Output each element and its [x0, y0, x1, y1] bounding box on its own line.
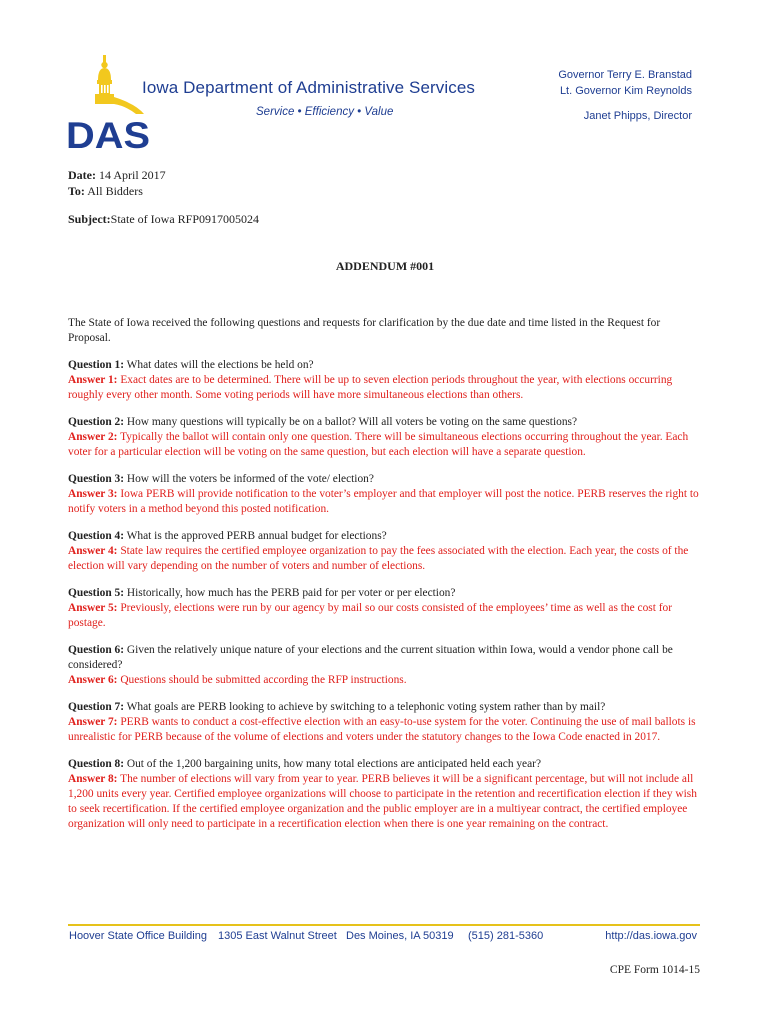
question-1	[68, 358, 702, 373]
question-4	[68, 529, 702, 544]
footer-phone: (515) 281-5360	[468, 930, 544, 942]
question-8	[68, 757, 702, 772]
question-label: Question 3:	[68, 473, 125, 485]
answer-label: Answer 6:	[68, 674, 118, 686]
footer-website-link[interactable]: http://das.iowa.gov	[605, 930, 697, 942]
qa-item-5	[68, 586, 702, 631]
to-label: To:	[68, 184, 85, 198]
organization-name: Iowa Department of Administrative Services	[142, 78, 476, 97]
footer-street: 1305 East Walnut Street	[218, 930, 337, 942]
answer-label: Answer 3:	[68, 488, 118, 500]
question-text: How will the voters be informed of the vote/ election?	[126, 473, 374, 485]
answer-label: Answer 7:	[68, 716, 118, 728]
document-body	[68, 316, 702, 844]
question-label: Question 5:	[68, 587, 125, 599]
qa-item-8	[68, 757, 702, 832]
governor-name: Governor Terry E. Branstad	[558, 69, 692, 81]
answer-text: Iowa PERB will provide notification to the voter’s employer and that employer will post the notice. PERB reserves the right to notify voters in a method beyond this posted notification.	[68, 488, 699, 515]
footer-rule	[68, 924, 700, 926]
footer-city: Des Moines, IA 50319	[346, 930, 454, 942]
question-7	[68, 700, 702, 715]
date-line	[68, 167, 166, 183]
qa-item-1	[68, 358, 702, 403]
qa-item-2	[68, 415, 702, 460]
answer-text: PERB wants to conduct a cost-effective election with an easy-to-use system for the voter. Continuing the use of mail ballots is unrealistic for PERB because of the volume of elections and voters under the statutory changes to the Iowa Code enacted in 2017.	[68, 716, 696, 743]
question-text: Out of the 1,200 bargaining units, how many total elections are anticipated held each year?	[126, 758, 542, 770]
question-label: Question 1:	[68, 359, 125, 371]
question-label: Question 2:	[68, 416, 125, 428]
question-6	[68, 643, 702, 673]
question-text: Historically, how much has the PERB paid for per voter or per election?	[126, 587, 456, 599]
date-value: 14 April 2017	[98, 168, 166, 182]
addendum-title: ADDENDUM #001	[335, 259, 435, 273]
subject-line	[68, 212, 259, 227]
answer-text: Previously, elections were run by our agency by mail so our costs consisted of the employees’ time as well as the cost for postage.	[68, 602, 672, 629]
answer-1	[68, 373, 702, 403]
question-3	[68, 472, 702, 487]
question-label: Question 7:	[68, 701, 125, 713]
question-text: What dates will the elections be held on?	[126, 359, 314, 371]
question-text: What is the approved PERB annual budget for elections?	[126, 530, 387, 542]
footer-building: Hoover State Office Building	[69, 930, 207, 942]
qa-item-7	[68, 700, 702, 745]
das-logo	[66, 52, 150, 152]
lt-governor-name: Lt. Governor Kim Reynolds	[559, 85, 692, 97]
question-5	[68, 586, 702, 601]
to-line	[68, 183, 166, 199]
answer-label: Answer 8:	[68, 773, 118, 785]
answer-7	[68, 715, 702, 745]
answer-2	[68, 430, 702, 460]
answer-8	[68, 772, 702, 832]
to-value: All Bidders	[87, 184, 143, 198]
officials-block	[558, 67, 692, 124]
answer-label: Answer 5:	[68, 602, 118, 614]
subject-label: Subject:	[68, 212, 111, 226]
das-logo-text: DAS	[66, 115, 150, 152]
capitol-dome-icon	[95, 55, 144, 114]
question-label: Question 6:	[68, 644, 125, 656]
answer-4	[68, 544, 702, 574]
date-label: Date:	[68, 168, 96, 182]
organization-tagline: Service • Efficiency • Value	[256, 106, 394, 118]
director-name: Janet Phipps, Director	[583, 110, 692, 122]
question-label: Question 4:	[68, 530, 125, 542]
question-text: Given the relatively unique nature of your elections and the current situation within Iowa, would a vendor phone call be considered?	[68, 644, 673, 671]
qa-item-4	[68, 529, 702, 574]
answer-6	[68, 673, 702, 688]
answer-label: Answer 4:	[68, 545, 118, 557]
question-text: How many questions will typically be on a ballot? Will all voters be voting on the same questions?	[126, 416, 578, 428]
intro-paragraph: The State of Iowa received the following questions and requests for clarification by the due date and time listed in the Request for Proposal.	[68, 317, 661, 344]
question-label: Question 8:	[68, 758, 125, 770]
answer-5	[68, 601, 702, 631]
qa-item-6	[68, 643, 702, 688]
qa-item-3	[68, 472, 702, 517]
answer-text: State law requires the certified employee organization to pay the fees associated with the election. Each year, the costs of the election will vary depending on the number of voters and number of elections.	[68, 545, 689, 572]
question-2	[68, 415, 702, 430]
answer-text: Questions should be submitted according the RFP instructions.	[120, 674, 407, 686]
answer-text: Typically the ballot will contain only one question. There will be simultaneous elections occurring throughout the year. Each voter for a particular election will be voting on the same question, but each election will have a separate question.	[68, 431, 689, 458]
subject-value: State of Iowa RFP0917005024	[110, 212, 260, 226]
answer-label: Answer 1:	[68, 374, 118, 386]
memo-header	[68, 167, 166, 199]
answer-3	[68, 487, 702, 517]
form-number: CPE Form 1014-15	[609, 964, 700, 976]
answer-text: The number of elections will vary from year to year. PERB believes it will be a significant percentage, but will not include all 1,200 units every year. Certified employee organizations will choose to participate in the retention and recertification election if they wish to seek recertification. If the certified employee organization and the public employer are in a multiyear contract, the certified employee organization will only need to participate in a recertification election when there is one year remaining on the contract.	[68, 773, 697, 830]
answer-text: Exact dates are to be determined. There will be up to seven election periods throughout the year, with elections occurring roughly every other month. Some voting periods will have more simultaneous elections than others.	[68, 374, 673, 401]
question-text: What goals are PERB looking to achieve by switching to a telephonic voting system rather than by mail?	[126, 701, 606, 713]
answer-label: Answer 2:	[68, 431, 118, 443]
